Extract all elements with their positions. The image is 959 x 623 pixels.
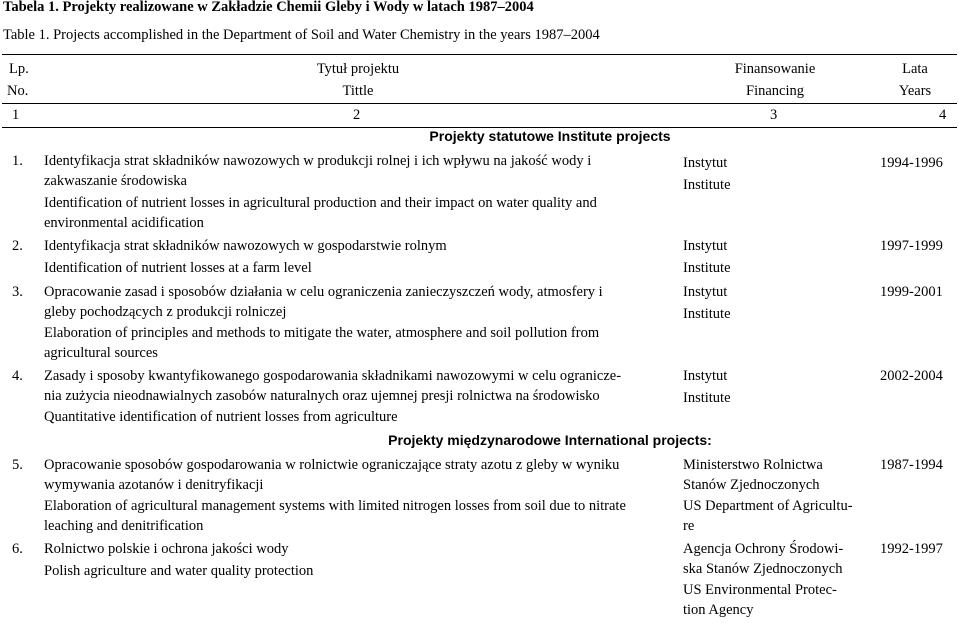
title-pl-line: Opracowanie zasad i sposobów działania w celu ograniczenia zanieczyszczeń wody, atmosfery i <box>44 284 603 300</box>
title-en-line: agricultural sources <box>44 345 158 361</box>
title-pl-line: gleby pochodzących z produkcji rolniczej <box>44 304 287 320</box>
section-statutory: Projekty statutowe Institute projects <box>429 128 671 144</box>
title-pl-line: zakwaszanie środowiska <box>44 173 187 189</box>
header-financing-pl: Finansowanie <box>734 61 816 77</box>
header-no: No. <box>7 83 29 99</box>
header-top-rule <box>2 54 957 55</box>
column-number-2: 2 <box>353 107 361 123</box>
column-number-3: 3 <box>770 107 778 123</box>
financing-line: US Environmental Protec- <box>683 582 837 598</box>
title-en-line: Polish agriculture and water quality protection <box>44 563 314 579</box>
financing-line: Institute <box>683 260 731 276</box>
years-value: 1987-1994 <box>880 457 943 473</box>
financing-line: Instytut <box>683 284 728 300</box>
title-pl-line: wymywania azotanów i denitryfikacji <box>44 477 264 493</box>
header-financing-en: Financing <box>746 83 804 99</box>
financing-line: Institute <box>683 306 731 322</box>
financing-line: Instytut <box>683 368 728 384</box>
title-en-line: Identification of nutrient losses at a farm level <box>44 260 312 276</box>
header-title-en: Tittle <box>342 83 374 99</box>
title-pl-line: Zasady i sposoby kwantyfikowanego gospodarowania składnikami nawozowymi w celu ogranicze- <box>44 368 622 384</box>
years-value: 1994-1996 <box>880 155 943 171</box>
row-number: 2. <box>12 238 23 254</box>
financing-line: ska Stanów Zjednoczonych <box>683 561 843 577</box>
title-en-line: Elaboration of agricultural management systems with limited nitrogen losses from soil due to nitrate <box>44 498 626 514</box>
title-pl-line: Rolnictwo polskie i ochrona jakości wody <box>44 541 289 557</box>
header-years-en: Years <box>898 83 932 99</box>
title-en-line: leaching and denitrification <box>44 518 204 534</box>
title-pl-line: Identyfikacja strat składników nawozowych w gospodarstwie rolnym <box>44 238 447 254</box>
row-number: 5. <box>12 457 23 473</box>
title-en-line: environmental acidification <box>44 215 204 231</box>
row-number: 3. <box>12 284 23 300</box>
financing-line: re <box>683 518 695 534</box>
years-value: 1997-1999 <box>880 238 943 254</box>
caption-pl: Tabela 1. Projekty realizowane w Zakładzie Chemii Gleby i Wody w latach 1987–2004 <box>3 0 534 15</box>
header-bottom-rule <box>2 103 957 104</box>
title-pl-line: Identyfikacja strat składników nawozowych w produkcji rolnej i ich wpływu na jakość wody i <box>44 153 592 169</box>
title-en-line: Identification of nutrient losses in agricultural production and their impact on water quality and <box>44 195 597 211</box>
header-title-pl: Tytuł projektu <box>316 61 400 77</box>
financing-line: Institute <box>683 390 731 406</box>
header-years-pl: Lata <box>902 61 928 77</box>
financing-line: US Department of Agricultu- <box>683 498 853 514</box>
caption-en: Table 1. Projects accomplished in the Department of Soil and Water Chemistry in the years 1987–2004 <box>3 27 600 43</box>
financing-line: Stanów Zjednoczonych <box>683 477 820 493</box>
years-value: 1999-2001 <box>880 284 943 300</box>
years-value: 2002-2004 <box>880 368 943 384</box>
financing-line: Ministerstwo Rolnictwa <box>683 457 823 473</box>
row-number: 1. <box>12 153 23 169</box>
section-international: Projekty międzynarodowe International projects: <box>388 432 712 448</box>
title-en-line: Elaboration of principles and methods to mitigate the water, atmosphere and soil pollution from <box>44 325 600 341</box>
column-number-1: 1 <box>12 107 20 123</box>
column-number-4: 4 <box>939 107 947 123</box>
row-number: 4. <box>12 368 23 384</box>
financing-line: Instytut <box>683 238 728 254</box>
header-lp: Lp. <box>9 61 29 77</box>
row-number: 6. <box>12 541 23 557</box>
financing-line: tion Agency <box>683 602 754 618</box>
title-pl-line: Opracowanie sposobów gospodarowania w rolnictwie ograniczające straty azotu z gleby w wyniku <box>44 457 620 473</box>
financing-line: Instytut <box>683 155 728 171</box>
financing-line: Institute <box>683 177 731 193</box>
years-value: 1992-1997 <box>880 541 943 557</box>
financing-line: Agencja Ochrony Środowi- <box>683 541 844 557</box>
title-en-line: Quantitative identification of nutrient losses from agriculture <box>44 409 398 425</box>
title-pl-line: nia zużycia nieodnawialnych zasobów naturalnych oraz ujemnej presji rolnictwa na środowisko <box>44 388 600 404</box>
